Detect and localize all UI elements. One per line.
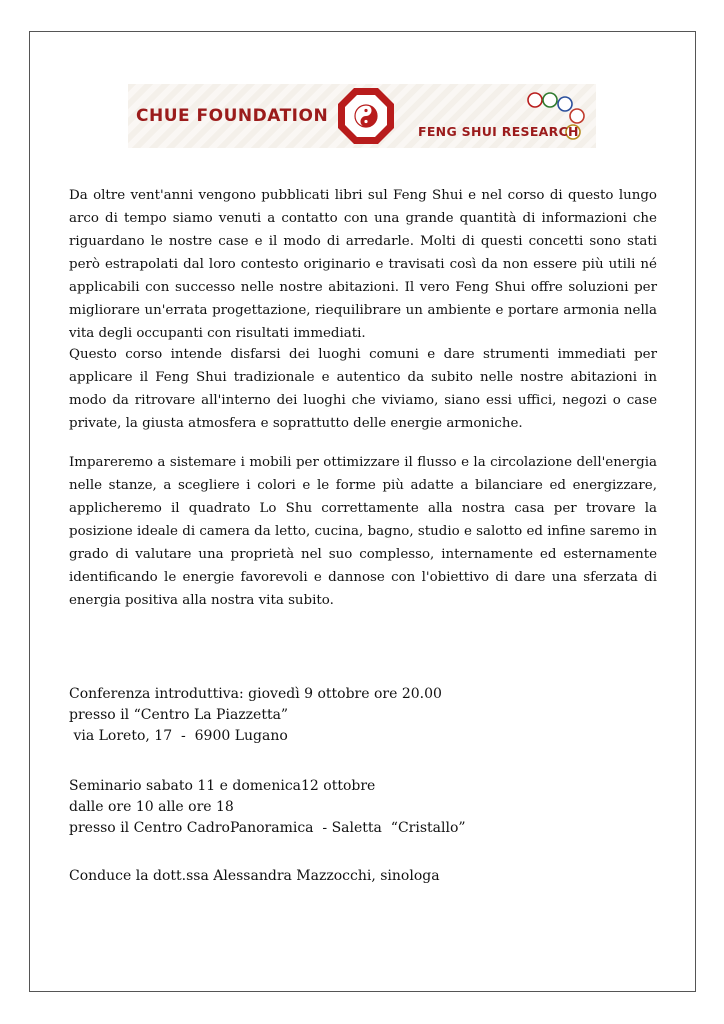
conductor-info — [69, 866, 629, 887]
header-banner — [128, 84, 596, 148]
seminar-hours: dalle ore 10 alle ore 18 — [69, 799, 234, 815]
yin-yang-octagon-icon — [336, 86, 396, 146]
course-paragraph: Questo corso intende disfarsi dei luoghi comuni e dare strumenti immediati per applicare il Feng Shui tradizionale e autentico da subito nelle nostre abitazioni in modo da ritrovare all'interno dei luoghi che viviamo, siano essi uffici, negozi o case private, la giusta atmosfera e soprattutto delle energie armoniche. — [69, 347, 657, 431]
conductor-line: Conduce la dott.ssa Alessandra Mazzocchi, sinologa — [69, 868, 440, 884]
seminar-venue: presso il Centro CadroPanoramica - Saletta “Cristallo” — [69, 820, 466, 836]
seminar-info — [69, 776, 629, 839]
conference-address: via Loreto, 17 - 6900 Lugano — [69, 728, 288, 744]
banner-title: CHUE FOUNDATION — [136, 106, 329, 126]
conference-venue: presso il “Centro La Piazzetta” — [69, 707, 289, 723]
topics-paragraph: Impareremo a sistemare i mobili per ottimizzare il flusso e la circolazione dell'energia nelle stanze, a scegliere i colori e le forme più adatte a bilanciare ed energizzare, applicheremo il quadrato Lo Shu correttamente alla nostra casa per trovare la posizione ideale di camera da letto, cucina, bagno, studio e salotto ed infine saremo in grado di valutare una proprietà nel suo complesso, internamente ed esternamente identificando le energie favorevoli e dannose con l'obiettivo di dare una sferzata di energia positiva alla nostra vita subito. — [69, 455, 657, 608]
seminar-dates: Seminario sabato 11 e domenica12 ottobre — [69, 778, 376, 794]
intro-paragraph: Da oltre vent'anni vengono pubblicati libri sul Feng Shui e nel corso di questo lungo arco di tempo siamo venuti a contatto con una grande quantità di informazioni che riguardano le nostre case e il modo di arredarle. Molti di questi concetti sono stati però estrapolati dal loro contesto originario e travisati così da non essere più utili né applicabili con successo nelle nostre abitazioni. Il vero Feng Shui offre soluzioni per migliorare un'errata progettazione, riequilibrare un ambiente e portare armonia nella vita degli occupanti con risultati immediati. — [69, 188, 657, 341]
conference-date: Conferenza introduttiva: giovedì 9 ottobre ore 20.00 — [69, 686, 442, 702]
conference-info — [69, 684, 629, 747]
banner-subtitle: FENG SHUI RESEARCH — [418, 124, 579, 139]
